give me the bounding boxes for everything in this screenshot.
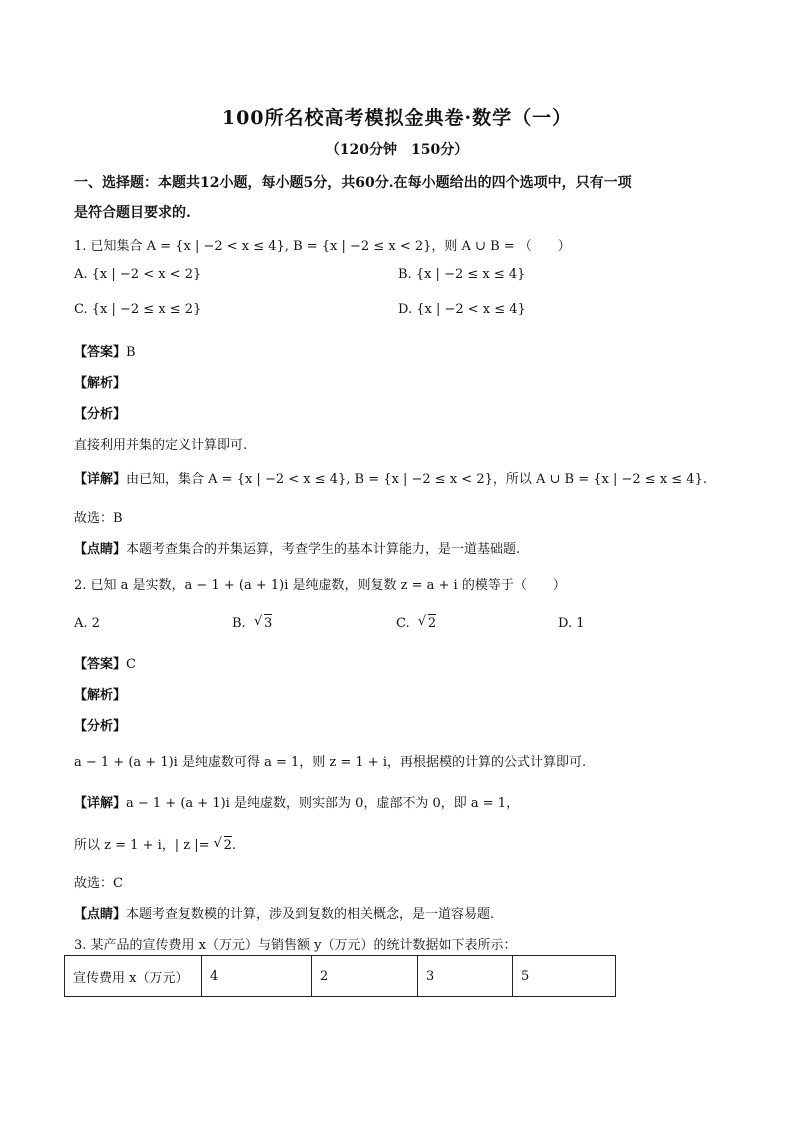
q3-stem: 3. 某产品的宣传费用 x（万元）与销售额 y（万元）的统计数据如下表所示：: [74, 938, 517, 953]
q2-detail2-sqrt: [214, 838, 232, 853]
q2-answer-value: C: [126, 657, 136, 672]
answer-tag: 【答案】: [74, 345, 127, 360]
q2-detail2-suffix: .: [231, 838, 237, 853]
q1-option-d: D. {x | −2 < x ≤ 4}: [398, 302, 526, 317]
q1-detail: [74, 468, 707, 487]
q2-stem: 2. 已知 a 是实数，a − 1 + (a + 1)i 是纯虚数，则复数 z = a + i 的模等于（ ）: [74, 578, 566, 593]
q3-data-table: [64, 955, 616, 997]
q1-stem: 1. 已知集合 A = {x | −2 < x ≤ 4}, B = {x | −2 ≤ x < 2}，则 A ∪ B = （ ）: [74, 239, 571, 254]
q1-fenxi-text: 直接利用并集的定义计算即可.: [74, 438, 248, 453]
q1-analysis-tag: 【解析】: [74, 376, 127, 391]
q2-option-c-sqrt: [418, 616, 436, 631]
q2-detail-line2: [74, 834, 236, 853]
section-heading-line2: 是符合题目要求的.: [74, 205, 191, 221]
q2-detail-text: a − 1 + (a + 1)i 是纯虚数，则实部为 0，虚部不为 0，即 a = 1，: [126, 796, 520, 811]
comment-tag: 【点睛】: [74, 542, 127, 557]
q2-option-b-value: 3: [263, 616, 273, 631]
q1-detail-text: 由已知，集合 A = {x | −2 < x ≤ 4}, B = {x | −2 ≤ x < 2}，所以 A ∪ B = {x | −2 ≤ x ≤ 4}.: [126, 472, 707, 487]
q2-choice: 故选：C: [74, 876, 123, 891]
table-header-cell: 宣传费用 x（万元）: [65, 956, 202, 997]
table-cell: 5: [513, 956, 616, 997]
section-heading-line1: 一、选择题：本题共12小题，每小题5分，共60分.在每小题给出的四个选项中，只有一项: [74, 175, 632, 191]
table-cell: 4: [202, 956, 312, 997]
q2-option-c-value: 2: [427, 616, 437, 631]
q1-comment-text: 本题考查集合的并集运算，考查学生的基本计算能力，是一道基础题.: [126, 542, 521, 557]
detail-tag: 【详解】: [74, 472, 127, 487]
q2-fenxi-tag: 【分析】: [74, 719, 127, 734]
q1-answer: [74, 341, 136, 360]
q2-detail: [74, 792, 519, 811]
q2-option-b-letter: B.: [232, 616, 246, 631]
page-title: 100所名校高考模拟金典卷·数学（一）: [221, 107, 573, 129]
q2-option-b-sqrt: [254, 616, 272, 631]
q2-analysis-tag: 【解析】: [74, 688, 127, 703]
q2-answer: [74, 653, 136, 672]
q1-answer-value: B: [126, 345, 136, 360]
detail-tag: 【详解】: [74, 796, 127, 811]
q2-option-b: [232, 616, 272, 631]
comment-tag: 【点睛】: [74, 907, 127, 922]
q2-option-c: [396, 616, 436, 631]
q2-option-d: D. 1: [558, 616, 585, 631]
q2-detail2-prefix: 所以 z = 1 + i，| z |=: [74, 838, 210, 853]
q1-comment: [74, 538, 520, 557]
q1-fenxi-tag: 【分析】: [74, 407, 127, 422]
q2-comment-text: 本题考查复数模的计算，涉及到复数的相关概念，是一道容易题.: [126, 907, 495, 922]
q1-choice: 故选：B: [74, 511, 123, 526]
q2-comment: [74, 903, 494, 922]
exam-duration-score: （120分钟 150分）: [325, 142, 469, 158]
table-cell: 3: [418, 956, 513, 997]
q1-option-a: A. {x | −2 < x < 2}: [74, 267, 202, 282]
q1-option-b: B. {x | −2 ≤ x ≤ 4}: [398, 267, 526, 282]
q2-option-a: A. 2: [74, 616, 100, 631]
q2-option-c-letter: C.: [396, 616, 410, 631]
q1-option-c: C. {x | −2 ≤ x ≤ 2}: [74, 302, 202, 317]
q2-detail2-value: 2: [223, 838, 232, 853]
answer-tag: 【答案】: [74, 657, 127, 672]
table-cell: 2: [312, 956, 418, 997]
table-row: [65, 956, 616, 997]
q2-fenxi-text: a − 1 + (a + 1)i 是纯虚数可得 a = 1，则 z = 1 + i，再根据模的计算的公式计算即可.: [74, 755, 587, 770]
